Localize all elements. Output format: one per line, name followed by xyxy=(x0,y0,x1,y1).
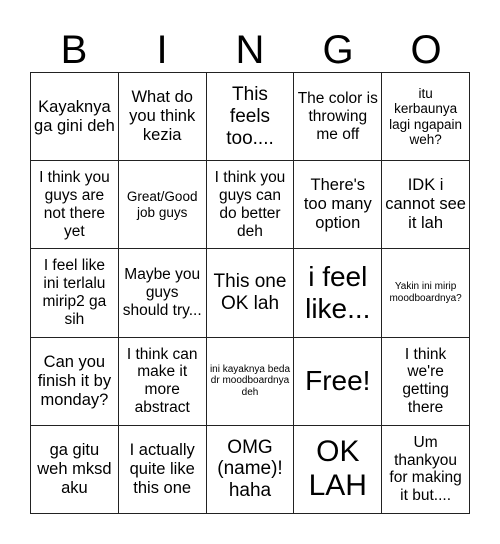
cell-text: Maybe you guys should try... xyxy=(122,266,202,319)
bingo-cell[interactable] xyxy=(31,249,119,337)
bingo-cell[interactable] xyxy=(294,73,382,161)
bingo-cell[interactable] xyxy=(294,249,382,337)
cell-text: This one OK lah xyxy=(213,271,287,314)
bingo-cell[interactable] xyxy=(119,161,207,249)
bingo-cell[interactable] xyxy=(382,161,470,249)
cell-text: What do you think kezia xyxy=(129,88,196,145)
cell-text: I think you guys are not there yet xyxy=(39,169,110,240)
cell-text: ga gitu weh mksd aku xyxy=(37,440,112,497)
cell-text: Kayaknya ga gini deh xyxy=(34,97,115,135)
bingo-cell[interactable] xyxy=(207,249,295,337)
cell-text: Yakin ini mirip moodboardnya? xyxy=(389,281,462,304)
cell-text: Um thankyou for making it but.... xyxy=(389,433,462,505)
bingo-cell[interactable] xyxy=(119,73,207,161)
cell-text: ini kayaknya beda dr moodboardnya deh xyxy=(209,363,291,398)
cell-text: itu kerbaunya lagi ngapain weh? xyxy=(389,85,462,148)
bingo-cell[interactable] xyxy=(207,161,295,249)
cell-text: OMG (name)! haha xyxy=(217,436,283,502)
bingo-cell[interactable] xyxy=(207,73,295,161)
cell-text: i feel like... xyxy=(305,260,371,324)
free-space-cell[interactable] xyxy=(294,338,382,426)
bingo-cell[interactable] xyxy=(294,161,382,249)
bingo-cell[interactable] xyxy=(294,426,382,514)
header-letter-b: B xyxy=(60,28,88,72)
header-letter-o: O xyxy=(410,28,442,72)
header-letter-i: I xyxy=(156,28,168,72)
bingo-cell[interactable] xyxy=(31,73,119,161)
bingo-cell[interactable] xyxy=(207,426,295,514)
bingo-card-grid xyxy=(30,72,470,514)
header-letter-n: N xyxy=(235,28,265,72)
cell-text: Great/Good job guys xyxy=(126,189,198,220)
bingo-cell[interactable] xyxy=(119,426,207,514)
cell-text: I actually quite like this one xyxy=(129,440,195,497)
cell-text: There's too many option xyxy=(303,176,372,233)
cell-text: I think we're getting there xyxy=(402,345,449,416)
cell-text: This feels too.... xyxy=(226,83,274,149)
bingo-cell[interactable] xyxy=(31,338,119,426)
bingo-header xyxy=(30,28,470,72)
bingo-cell[interactable] xyxy=(382,426,470,514)
bingo-cell[interactable] xyxy=(31,161,119,249)
bingo-cell[interactable] xyxy=(119,338,207,426)
cell-text: I think you guys can do better deh xyxy=(214,169,286,240)
bingo-cell[interactable] xyxy=(207,338,295,426)
bingo-cell[interactable] xyxy=(382,73,470,161)
cell-text: The color is throwing me off xyxy=(297,89,378,143)
cell-text: IDK i cannot see it lah xyxy=(385,176,466,233)
cell-text: Free! xyxy=(305,365,371,397)
cell-text: OK LAH xyxy=(308,434,367,503)
cell-text: I feel like ini terlalu mirip2 ga sih xyxy=(42,257,107,328)
cell-text: Can you finish it by monday? xyxy=(37,352,112,409)
cell-text: I think can make it more abstract xyxy=(126,345,198,416)
bingo-cell[interactable] xyxy=(119,249,207,337)
bingo-cell[interactable] xyxy=(382,338,470,426)
header-letter-g: G xyxy=(322,28,354,72)
bingo-cell[interactable] xyxy=(382,249,470,337)
bingo-cell[interactable] xyxy=(31,426,119,514)
